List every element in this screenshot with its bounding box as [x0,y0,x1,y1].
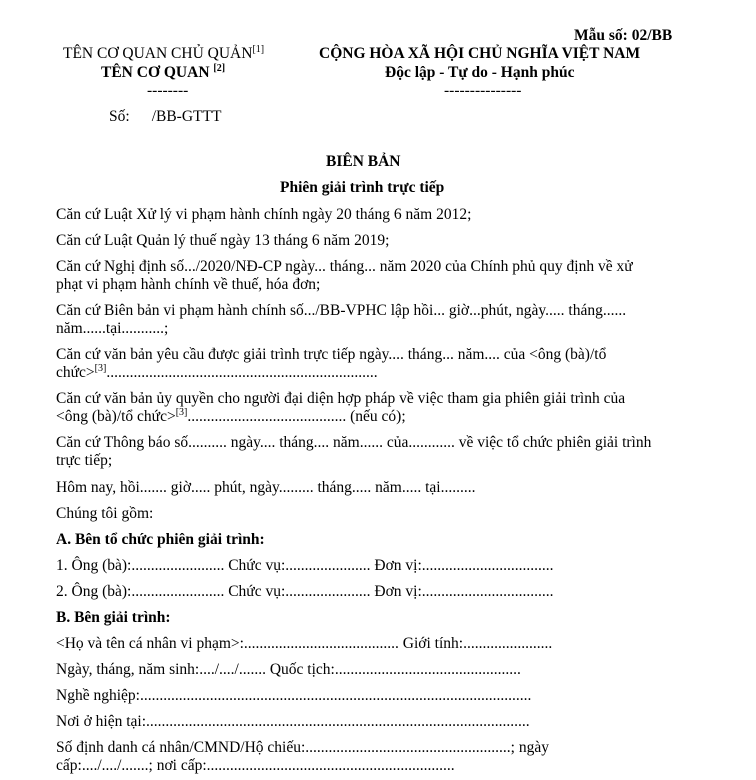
left-header-divider: -------- [147,82,189,99]
organizer-row-1: 1. Ông (bà):........................ Chức vụ:...................... Đơn vị:.................................. [56,557,554,574]
basis-paragraph-5-blank: ...................................................................... [106,364,378,381]
document-title: BIÊN BẢN [326,153,401,170]
agency-text: TÊN CƠ QUAN [101,64,210,81]
document-number-label: Số: [109,108,130,125]
basis-paragraph-4-line-2: năm......tại...........; [56,320,169,337]
basis-paragraph-5-line-2 [56,363,378,382]
footnote-ref-3b: [3] [175,407,188,418]
basis-paragraph-2: Căn cứ Luật Quản lý thuế ngày 13 tháng 6 năm 2019; [56,232,390,249]
violator-name-gender: <Họ và tên cá nhân vi phạm>:........................................ Giới tính:....................... [56,635,553,652]
parent-agency-text: TÊN CƠ QUAN CHỦ QUẢN [63,45,253,62]
basis-paragraph-5-text: chức> [56,364,95,381]
right-header-divider: --------------- [444,82,522,99]
basis-paragraph-6-text: <ông (bà)/tổ chức> [56,408,176,425]
basis-paragraph-6-line-1: Căn cứ văn bản ủy quyền cho người đại diện hợp pháp về việc tham gia phiên giải trình của [56,390,626,407]
violator-occupation: Nghề nghiệp:..................................................................................................... [56,687,532,704]
violator-id-line-2: cấp:..../..../.......; nơi cấp:................................................................ [56,757,455,774]
document-number [109,107,221,126]
national-motto: Độc lập - Tự do - Hạnh phúc [385,64,575,81]
organizer-row-2: 2. Ông (bà):........................ Chức vụ:...................... Đơn vị:.................................. [56,583,554,600]
footnote-ref-1: [1] [252,44,265,55]
basis-paragraph-3-line-2: phạt vi phạm hành chính về thuế, hóa đơn; [56,276,321,293]
violator-birth-nationality: Ngày, tháng, năm sinh:..../..../....... Quốc tịch:................................................ [56,661,521,678]
basis-paragraph-6-blank: ......................................... (nếu có); [187,408,406,425]
basis-paragraph-7-line-1: Căn cứ Thông báo số.......... ngày.... tháng.... năm...... của............ về việc tổ chức phiên giải trình [56,434,652,451]
section-a-heading: A. Bên tổ chức phiên giải trình: [56,531,265,548]
form-number: Mẫu số: 02/BB [574,27,673,44]
basis-paragraph-4-line-1: Căn cứ Biên bản vi phạm hành chính số.../BB-VPHC lập hồi... giờ...phút, ngày..... tháng...... [56,302,627,319]
national-title: CỘNG HÒA XÃ HỘI CHỦ NGHĨA VIỆT NAM [319,45,641,62]
basis-paragraph-3-line-1: Căn cứ Nghị định số.../2020/NĐ-CP ngày... tháng... năm 2020 của Chính phủ quy định về xử [56,258,633,275]
participants-intro: Chúng tôi gồm: [56,505,154,522]
meeting-time-place: Hôm nay, hồi....... giờ..... phút, ngày......... tháng..... năm..... tại......... [56,479,476,496]
basis-paragraph-1: Căn cứ Luật Xử lý vi phạm hành chính ngày 20 tháng 6 năm 2012; [56,206,472,223]
document-number-value: /BB-GTTT [151,108,222,125]
agency-name [101,63,225,82]
basis-paragraph-6-line-2 [56,407,406,426]
basis-paragraph-7-line-2: trực tiếp; [56,452,113,469]
footnote-ref-2: [2] [213,63,226,74]
document-subtitle: Phiên giải trình trực tiếp [280,179,445,196]
footnote-ref-3a: [3] [94,363,107,374]
parent-agency-name [63,44,264,63]
violator-address: Nơi ở hiện tại:................................................................................................... [56,713,530,730]
violator-id-line-1: Số định danh cá nhân/CMND/Hộ chiếu:.....................................................; ngày [56,739,549,756]
basis-paragraph-5-line-1: Căn cứ văn bản yêu cầu được giải trình trực tiếp ngày.... tháng... năm.... của <ông (bà)/tổ [56,346,607,363]
section-b-heading: B. Bên giải trình: [56,609,171,626]
